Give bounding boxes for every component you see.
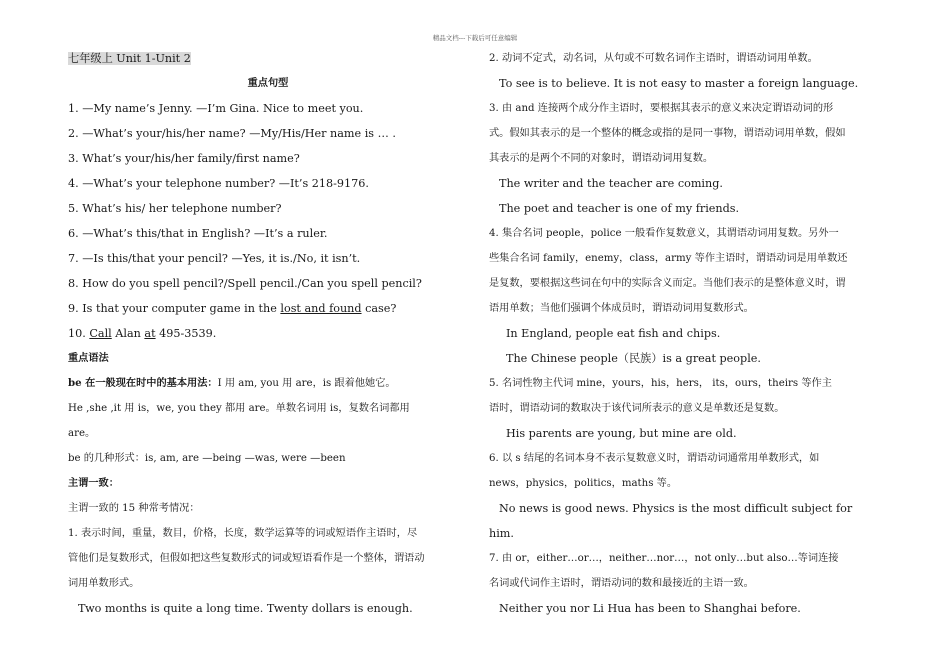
- sentence-9-text-a: 9. Is that your computer game in the: [68, 302, 281, 315]
- rule-4-line-a: 4. 集合名词 people，police 一般看作复数意义，其谓语动词用复数。另外一: [489, 228, 839, 239]
- sentence-10-text-b: Alan: [111, 327, 145, 340]
- rule-6-line-b: news，physics，politics，maths 等。: [489, 478, 678, 489]
- rule-3-example-2: The poet and teacher is one of my friends.: [499, 202, 740, 215]
- rule-7-example: Neither you nor Li Hua has been to Shanghai before.: [499, 602, 801, 615]
- sentence-6: 6. —What’s this/that in English? —It’s a ruler.: [68, 227, 328, 240]
- be-usage-rest: I 用 am, you 用 are，is 跟着他她它。: [217, 378, 396, 389]
- be-usage-bold: be 在一般现在时中的基本用法：: [68, 377, 218, 389]
- rule-3-line-b: 式。假如其表示的是一个整体的概念或指的是同一事物，谓语动词用单数，假如: [489, 128, 846, 139]
- rule-1-example: Two months is quite a long time. Twenty dollars is enough.: [78, 602, 413, 615]
- sentence-10-underlined-at: at: [144, 327, 156, 340]
- rule-4-line-c: 是复数，要根据这些词在句中的实际含义而定。当他们表示的是整体意义时，谓: [489, 278, 846, 289]
- sentence-2: 2. —What’s your/his/her name? —My/His/Her name is … .: [68, 127, 396, 140]
- rule-7-line-a: 7. 由 or，either…or…，neither…nor…，not only…but also…等词连接: [489, 553, 839, 564]
- section-heading-sentences: 重点句型: [247, 77, 289, 89]
- rule-3-example-1: The writer and the teacher are coming.: [499, 177, 723, 190]
- rule-3-line-c: 其表示的是两个不同的对象时，谓语动词用复数。: [489, 153, 714, 164]
- sentence-4: 4. —What’s your telephone number? —It’s 218-9176.: [68, 177, 369, 190]
- sentence-10-text-c: 495-3539.: [155, 327, 217, 340]
- rule-1-line-c: 词用单数形式。: [68, 578, 140, 589]
- rule-1-line-a: 1. 表示时间，重量，数目，价格，长度，数学运算等的词或短语作主语时，尽: [68, 528, 418, 539]
- rule-5-line-b: 语时，谓语动词的数取决于该代词所表示的意义是单数还是复数。: [489, 403, 785, 414]
- be-are-line: are。: [68, 428, 96, 439]
- rule-2-example: To see is to believe. It is not easy to master a foreign language.: [499, 77, 859, 90]
- rule-5-example: His parents are young, but mine are old.: [506, 427, 737, 440]
- sentence-10-text-a: 10.: [68, 327, 90, 340]
- rule-5-line-a: 5. 名词性物主代词 mine，yours，his，hers， its，ours，theirs 等作主: [489, 378, 832, 389]
- sentence-1: 1. —My name’s Jenny. —I’m Gina. Nice to meet you.: [68, 102, 364, 115]
- sentence-10: [68, 321, 468, 346]
- be-forms-line: be 的几种形式：is, am, are —being —was, were —been: [68, 453, 346, 464]
- sentence-9-text-b: case?: [361, 302, 397, 315]
- rule-6-example-a: No news is good news. Physics is the most difficult subject for: [499, 502, 853, 515]
- sentence-5: 5. What’s his/ her telephone number?: [68, 202, 282, 215]
- rule-4-example-2: The Chinese people（民族）is a great people.: [506, 352, 761, 365]
- page-header: 精品文档---下载后可任意编辑: [432, 34, 518, 42]
- rule-3-line-a: 3. 由 and 连接两个成分作主语时，要根据其表示的意义来决定谓语动词的形: [489, 103, 834, 114]
- rule-2-line: 2. 动词不定式，动名词，从句或不可数名词作主语时，谓语动词用单数。: [489, 53, 818, 64]
- agreement-intro: 主谓一致的 15 种常考情况：: [68, 503, 200, 514]
- right-column: [489, 46, 881, 621]
- be-pronoun-line: He ,she ,it 用 is，we, you they 都用 are。单数名词用 is，复数名词都用: [68, 403, 410, 414]
- doc-title: 七年级上 Unit 1-Unit 2: [68, 52, 191, 65]
- rule-4-line-d: 语用单数；当他们强调个体成员时，谓语动词用复数形式。: [489, 303, 754, 314]
- sentence-7: 7. —Is this/that your pencil? —Yes, it is./No, it isn’t.: [68, 252, 361, 265]
- rule-4-line-b: 些集合名词 family，enemy，class，army 等作主语时，谓语动词是用单数还: [489, 253, 848, 264]
- section-heading-grammar: 重点语法: [68, 352, 109, 364]
- be-usage-line: [68, 371, 468, 396]
- sentence-9: [68, 296, 468, 321]
- section-heading-agreement: 主谓一致：: [68, 477, 119, 489]
- left-column: [68, 46, 468, 621]
- sentence-8: 8. How do you spell pencil?/Spell pencil./Can you spell pencil?: [68, 277, 422, 290]
- doc-title-line: [68, 46, 468, 71]
- rule-7-line-b: 名词或代词作主语时，谓语动词的数和最接近的主语一致。: [489, 578, 754, 589]
- rule-6-line-a: 6. 以 s 结尾的名词本身不表示复数意义时，谓语动词通常用单数形式，如: [489, 453, 820, 464]
- rule-6-example-b: him.: [489, 527, 514, 540]
- rule-1-line-b: 管他们是复数形式，但假如把这些复数形式的词或短语看作是一个整体，谓语动: [68, 553, 425, 564]
- sentence-3: 3. What’s your/his/her family/first name?: [68, 152, 300, 165]
- sentence-10-underlined-call: Call: [89, 327, 112, 340]
- sentence-9-underlined: lost and found: [280, 302, 362, 315]
- rule-4-example-1: In England, people eat fish and chips.: [506, 327, 721, 340]
